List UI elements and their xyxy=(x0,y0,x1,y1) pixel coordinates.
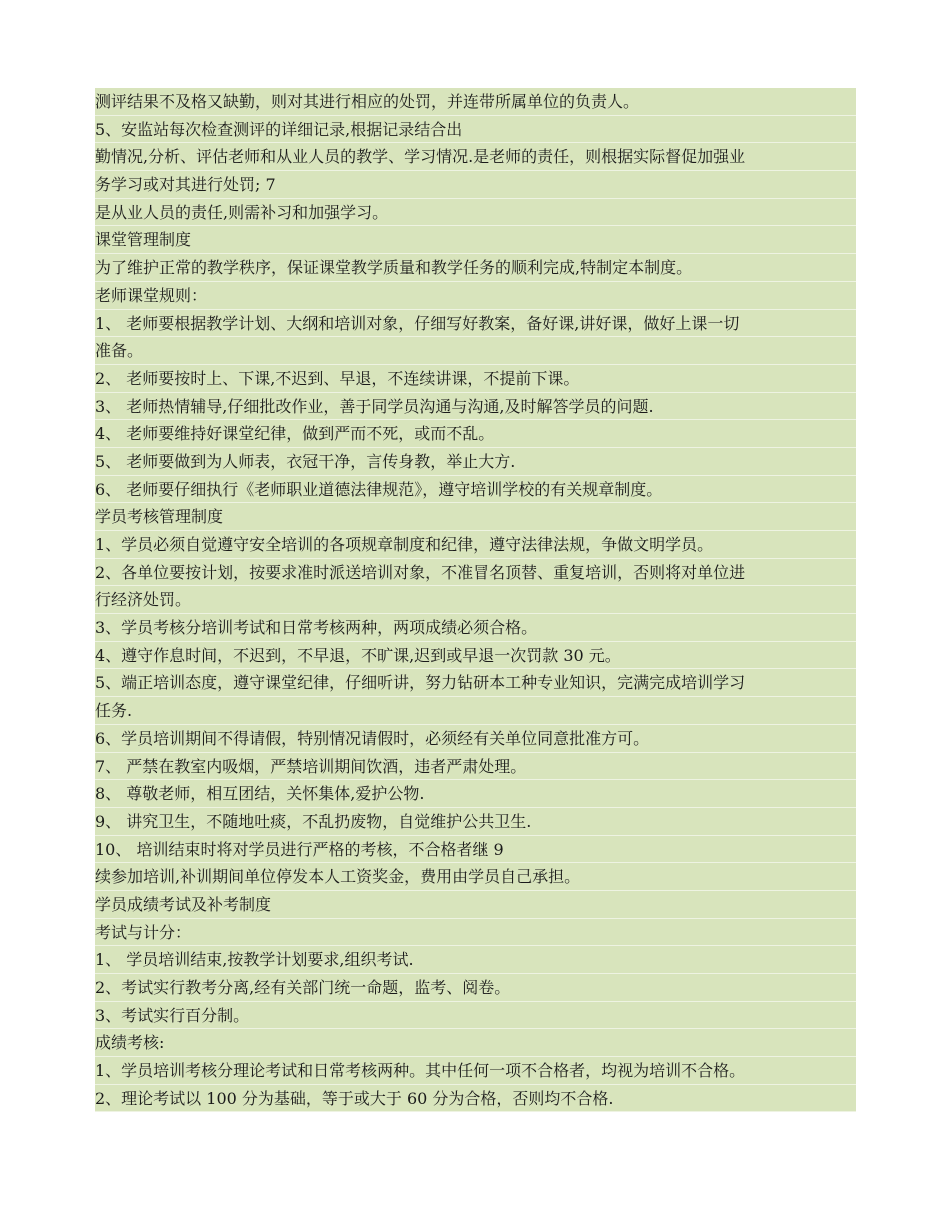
subsection-heading: 成绩考核: xyxy=(95,1029,856,1057)
list-item: 2、各单位要按计划，按要求准时派送培训对象，不准冒名顶替、重复培训，否则将对单位进 xyxy=(95,559,856,587)
list-item: 10、 培训结束时将对学员进行严格的考核，不合格者继 9 xyxy=(95,836,856,864)
list-item: 1、 老师要根据教学计划、大纲和培训对象，仔细写好教案，备好课,讲好课，做好上课一切 xyxy=(95,310,856,338)
list-item: 4、遵守作息时间，不迟到，不早退，不旷课,迟到或早退一次罚款 30 元。 xyxy=(95,642,856,670)
list-item: 2、理论考试以 100 分为基础，等于或大于 60 分为合格，否则均不合格. xyxy=(95,1085,856,1113)
section-heading: 课堂管理制度 xyxy=(95,226,856,254)
list-item: 2、考试实行教考分离,经有关部门统一命题，监考、阅卷。 xyxy=(95,974,856,1002)
text-line: 5、安监站每次检查测评的详细记录,根据记录结合出 xyxy=(95,116,856,144)
list-item: 1、学员必须自觉遵守安全培训的各项规章制度和纪律，遵守法律法规，争做文明学员。 xyxy=(95,531,856,559)
text-line: 测评结果不及格又缺勤，则对其进行相应的处罚，并连带所属单位的负责人。 xyxy=(95,88,856,116)
list-item: 2、 老师要按时上、下课,不迟到、早退，不连续讲课，不提前下课。 xyxy=(95,365,856,393)
list-item: 1、 学员培训结束,按教学计划要求,组织考试. xyxy=(95,946,856,974)
section-heading: 学员考核管理制度 xyxy=(95,503,856,531)
text-line: 务学习或对其进行处罚; 7 xyxy=(95,171,856,199)
subsection-heading: 老师课堂规则： xyxy=(95,282,856,310)
text-line: 续参加培训,补训期间单位停发本人工资奖金，费用由学员自己承担。 xyxy=(95,863,856,891)
text-line: 是从业人员的责任,则需补习和加强学习。 xyxy=(95,199,856,227)
text-line: 任务. xyxy=(95,697,856,725)
document-text-block xyxy=(95,88,856,1112)
list-item: 3、考试实行百分制。 xyxy=(95,1002,856,1030)
list-item: 5、 老师要做到为人师表，衣冠干净，言传身教，举止大方. xyxy=(95,448,856,476)
section-heading: 学员成绩考试及补考制度 xyxy=(95,891,856,919)
subsection-heading: 考试与计分： xyxy=(95,919,856,947)
list-item: 3、学员考核分培训考试和日常考核两种，两项成绩必须合格。 xyxy=(95,614,856,642)
text-line: 为了维护正常的教学秩序，保证课堂教学质量和教学任务的顺利完成,特制定本制度。 xyxy=(95,254,856,282)
list-item: 1、学员培训考核分理论考试和日常考核两种。其中任何一项不合格者，均视为培训不合格。 xyxy=(95,1057,856,1085)
text-line: 勤情况,分析、评估老师和从业人员的教学、学习情况.是老师的责任，则根据实际督促加强业 xyxy=(95,143,856,171)
list-item: 4、 老师要维持好课堂纪律，做到严而不死，或而不乱。 xyxy=(95,420,856,448)
list-item: 5、端正培训态度，遵守课堂纪律，仔细听讲，努力钻研本工种专业知识，完满完成培训学习 xyxy=(95,669,856,697)
list-item: 9、 讲究卫生，不随地吐痰，不乱扔废物，自觉维护公共卫生. xyxy=(95,808,856,836)
list-item: 6、 老师要仔细执行《老师职业道德法律规范》，遵守培训学校的有关规章制度。 xyxy=(95,476,856,504)
text-line: 准备。 xyxy=(95,337,856,365)
list-item: 7、 严禁在教室内吸烟，严禁培训期间饮酒，违者严肃处理。 xyxy=(95,753,856,781)
text-line: 行经济处罚。 xyxy=(95,586,856,614)
list-item: 8、 尊敬老师，相互团结，关怀集体,爱护公物. xyxy=(95,780,856,808)
list-item: 3、 老师热情辅导,仔细批改作业，善于同学员沟通与沟通,及时解答学员的问题. xyxy=(95,393,856,421)
list-item: 6、学员培训期间不得请假，特别情况请假时，必须经有关单位同意批准方可。 xyxy=(95,725,856,753)
